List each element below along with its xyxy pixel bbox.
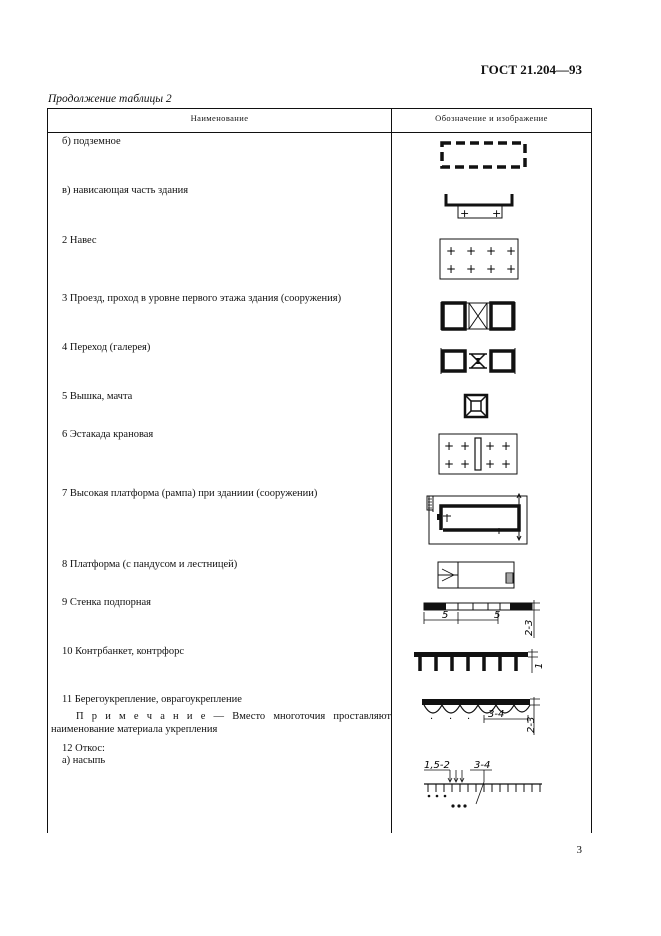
dim-label-2-3a: 2-3 [524, 619, 535, 636]
svg-text:+: + [446, 244, 457, 258]
table-note-continuation: наименование материала укрепления [51, 724, 218, 735]
svg-text:.: . [430, 711, 434, 722]
dim-label-1: 1 [534, 662, 545, 669]
svg-text:+: + [492, 207, 502, 220]
retaining-wall-symbol [418, 598, 546, 642]
table-right-border [591, 108, 592, 833]
svg-text:+: + [486, 244, 497, 258]
table-note: П р и м е ч а н и е — Вместо многоточия проставляют [76, 711, 391, 722]
page-number: 3 [576, 844, 582, 856]
svg-text:.: . [467, 711, 471, 722]
table-row: 6 Эстакада крановая [62, 429, 154, 440]
svg-text:+: + [466, 262, 477, 276]
svg-text:+: + [444, 439, 455, 453]
underground-building-symbol [430, 134, 530, 174]
crane-trestle-symbol [435, 431, 525, 477]
svg-text:+: + [501, 457, 512, 471]
svg-text:+: + [485, 439, 496, 453]
table-header-border [48, 132, 592, 133]
dim-label-1-5-2: 1,5-2 [424, 760, 450, 771]
svg-text:+: + [506, 244, 517, 258]
table-row: 11 Берегоукрепление, оврагоукрепление [62, 694, 242, 705]
table-row: 2 Навес [62, 235, 97, 246]
svg-text:+: + [506, 262, 517, 276]
table-row: 7 Высокая платформа (рампа) при зданиии (сооружении) [62, 488, 318, 499]
svg-text:+: + [446, 262, 457, 276]
svg-text:+: + [460, 457, 471, 471]
dim-label-3-4b: 3-4 [474, 760, 491, 771]
passage-symbol [433, 298, 523, 334]
column-header-name: Наименование [190, 113, 249, 123]
high-platform-symbol [423, 490, 533, 548]
gallery-symbol [433, 346, 523, 376]
dim-label-3-4a: 3-4 [488, 709, 505, 720]
table-row: а) насыпь [62, 755, 106, 766]
table-row: 3 Проезд, проход в уровне первого этажа здания (сооружения) [62, 293, 342, 304]
canopy-symbol [435, 236, 525, 282]
table-row: б) подземное [62, 136, 121, 147]
svg-text:+: + [444, 457, 455, 471]
svg-text:+: + [460, 207, 470, 220]
column-divider [391, 108, 392, 833]
table-row: 9 Стенка подпорная [62, 597, 151, 608]
table-caption: Продолжение таблицы 2 [48, 93, 172, 105]
svg-text:.: . [449, 711, 453, 722]
dim-label-5b: 5 [494, 610, 501, 621]
table-row: 10 Контрбанкет, контрфорс [62, 646, 184, 657]
table-row: 5 Вышка, мачта [62, 391, 133, 402]
standard-number: ГОСТ 21.204—93 [480, 62, 582, 77]
overhanging-part-symbol [440, 188, 520, 224]
svg-text:+: + [486, 262, 497, 276]
platform-symbol [434, 559, 520, 591]
table-row: 12 Откос: [62, 743, 105, 754]
buttress-symbol [412, 647, 546, 681]
dim-label-5a: 5 [442, 610, 449, 621]
svg-text:+: + [460, 439, 471, 453]
dim-label-2-3b: 2-3 [526, 716, 537, 733]
column-header-symbol: Обозначение и изображение [435, 113, 548, 123]
embankment-symbol [420, 756, 546, 816]
svg-text:+: + [485, 457, 496, 471]
bank-protection-symbol [418, 695, 546, 739]
svg-text:+: + [466, 244, 477, 258]
table-top-border [48, 108, 592, 109]
table-row: 4 Переход (галерея) [62, 342, 151, 353]
table-row: в) нависающая часть здания [62, 185, 189, 196]
tower-symbol [461, 391, 493, 423]
table-row: 8 Платформа (с пандусом и лестницей) [62, 559, 238, 570]
svg-text:+: + [501, 439, 512, 453]
